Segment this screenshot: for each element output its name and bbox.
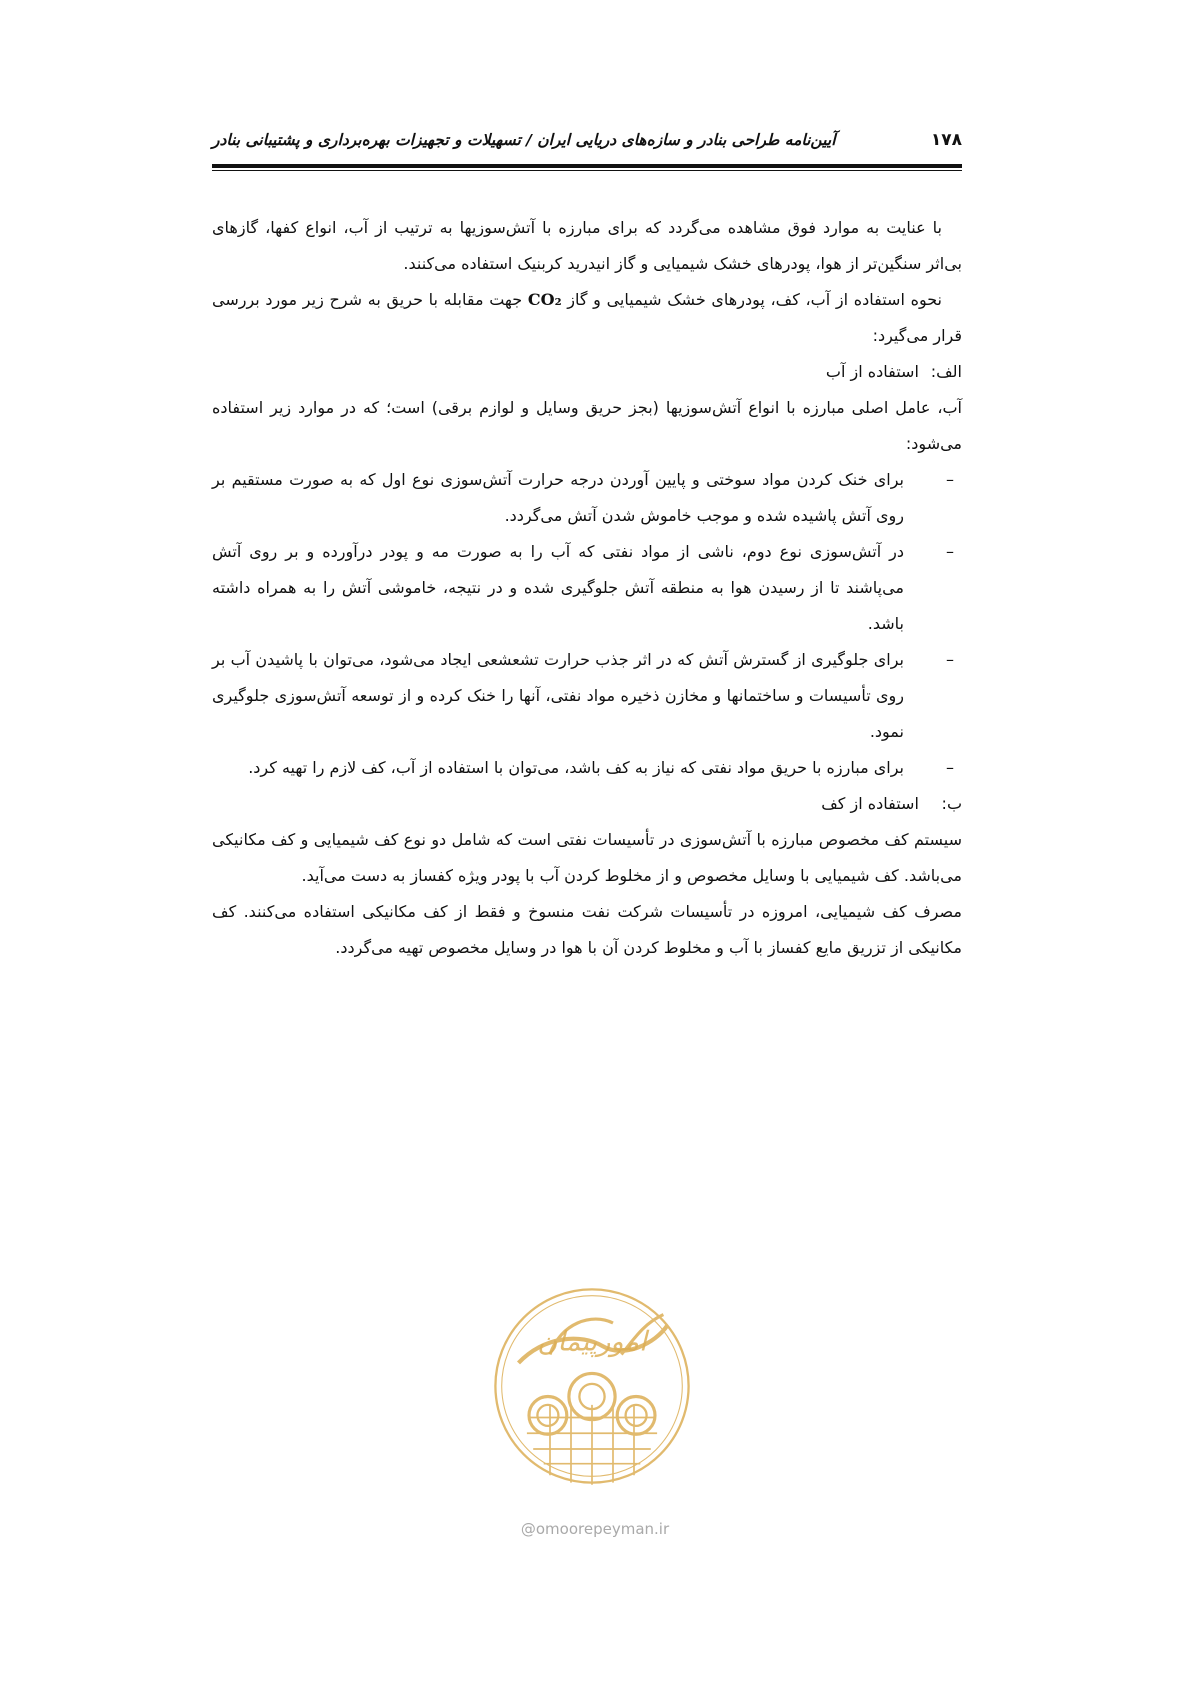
bullet-dash: – (946, 650, 954, 669)
paragraph-intro: با عنایت به موارد فوق مشاهده می‌گردد که برای مبارزه با آتش‌سوزیها به ترتیب از آب، انواع کفها، گازهای بی‌اثر سنگین‌تر از هوا، پودرهای خشک شیمیایی و گاز انیدرید کربنیک استفاده می‌کنند. (212, 218, 962, 273)
list-item-text: برای خنک کردن مواد سوختی و پایین آوردن درجه حرارت آتش‌سوزی نوع اول که به صورت مستقیم بر روی آتش پاشیده شده و موجب خاموش شدن آتش می‌گردد. (212, 470, 904, 525)
list-item (212, 750, 962, 786)
watermark-site: @omoorepeyman.ir (520, 1520, 670, 1538)
list-item (212, 462, 962, 534)
section-heading-foam (212, 786, 962, 822)
section-label: الف: (930, 362, 962, 381)
list-item-text: برای مبارزه با حریق مواد نفتی که نیاز به کف باشد، می‌توان با استفاده از آب، کف لازم را تهیه کرد. (248, 758, 904, 777)
bullet-dash: – (946, 542, 954, 561)
logo-calligraphy: امورپیمان (537, 1326, 647, 1358)
paragraph-methods (212, 282, 962, 354)
water-uses-list (212, 462, 962, 786)
list-item (212, 642, 962, 750)
bullet-dash: – (946, 470, 954, 489)
section-title: استفاده از آب (825, 362, 919, 381)
section-label: ب: (941, 794, 962, 813)
paragraph-water: آب، عامل اصلی مبارزه با انواع آتش‌سوزیها (بجز حریق وسایل و لوازم برقی) است؛ که در موارد زیر استفاده می‌شود: (212, 398, 962, 453)
paragraph-foam-system: سیستم کف مخصوص مبارزه با آتش‌سوزی در تأسیسات نفتی است که شامل دو نوع کف شیمیایی و کف مکانیکی می‌باشد. کف شیمیایی با وسایل مخصوص و از مخلوط کردن آب با پودر ویژه کفساز به دست می‌آید. (212, 830, 962, 885)
co2-formula: CO₂ (527, 290, 562, 309)
list-item-text: برای جلوگیری از گسترش آتش که در اثر جذب حرارت تشعشعی ایجاد می‌شود، می‌توان با پاشیدن آب بر روی تأسیسات و ساختمانها و مخازن ذخیره مواد نفتی، آنها را خنک کرده و از توسعه آتش‌سوزی جلوگیری نمود. (212, 650, 904, 741)
bullet-dash: – (946, 758, 954, 777)
methods-text-end: جهت مقابله با حریق به شرح زیر مورد بررسی قرار می‌گیرد: (212, 290, 962, 345)
header-rule-thin (212, 170, 962, 171)
section-heading-water (212, 354, 962, 390)
page-number: ۱۷۸ (930, 130, 962, 150)
omoore-peyman-logo (487, 1281, 697, 1491)
header-rule-thick (212, 164, 962, 168)
methods-text-start: نحوه استفاده از آب، کف، پودرهای خشک شیمیایی و گاز (567, 290, 942, 309)
list-item-text: در آتش‌سوزی نوع دوم، ناشی از مواد نفتی که آب را به صورت مه و پودر درآورده و بر روی آتش می‌پاشند تا از رسیدن هوا به منطقه آتش جلوگیری شده و در نتیجه، خاموشی آتش را به همراه داشته باشد. (212, 542, 904, 633)
page-body (212, 210, 962, 966)
paragraph-foam-usage: مصرف کف شیمیایی، امروزه در تأسیسات شرکت نفت منسوخ و فقط از کف مکانیکی استفاده می‌کنند. کف مکانیکی از تزریق مایع کفساز با آب و مخلوط کردن آن با هوا در وسایل مخصوص تهیه می‌گردد. (212, 902, 962, 957)
running-title: آیین‌نامه طراحی بنادر و سازه‌های دریایی ایران / تسهیلات و تجهیزات بهره‌برداری و پشتیبانی بنادر (212, 131, 836, 149)
page-header (212, 130, 962, 162)
section-title: استفاده از کف (821, 794, 919, 813)
list-item (212, 534, 962, 642)
